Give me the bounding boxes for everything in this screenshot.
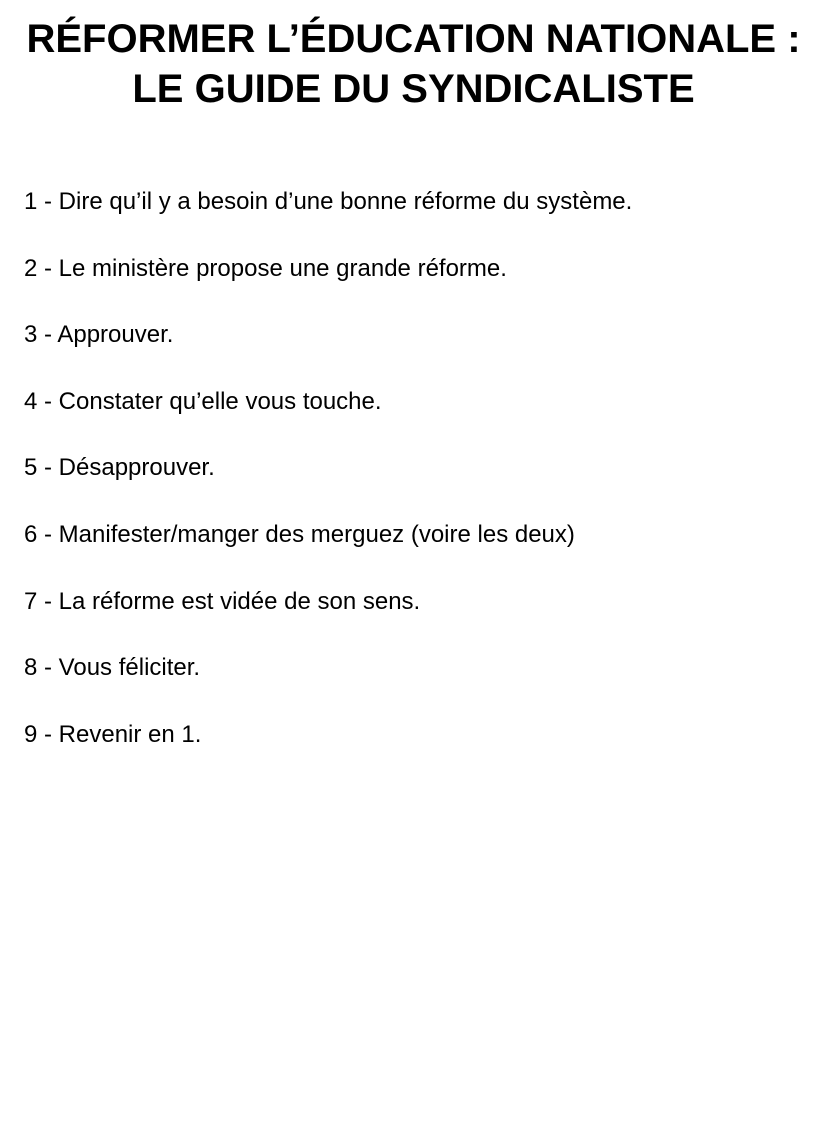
- document-title: [0, 14, 827, 114]
- steps-list: [24, 184, 814, 783]
- title-line-2: LE GUIDE DU SYNDICALISTE: [132, 67, 695, 111]
- step-item-1: 1 - Dire qu’il y a besoin d’une bonne réforme du système.: [24, 188, 633, 215]
- step-item-6: 6 - Manifester/manger des merguez (voire les deux): [24, 520, 575, 548]
- title-line-1: RÉFORMER L’ÉDUCATION NATIONALE :: [26, 17, 801, 61]
- step-item-7: 7 - La réforme est vidée de son sens.: [24, 587, 421, 615]
- step-item-5: 5 - Désapprouver.: [24, 454, 215, 482]
- step-item-8: 8 - Vous féliciter.: [24, 654, 201, 682]
- step-item-3: 3 - Approuver.: [24, 321, 174, 349]
- step-item-2: 2 - Le ministère propose une grande réforme.: [24, 254, 507, 282]
- step-item-4: 4 - Constater qu’elle vous touche.: [24, 387, 382, 415]
- step-item-9: 9 - Revenir en 1.: [24, 720, 202, 748]
